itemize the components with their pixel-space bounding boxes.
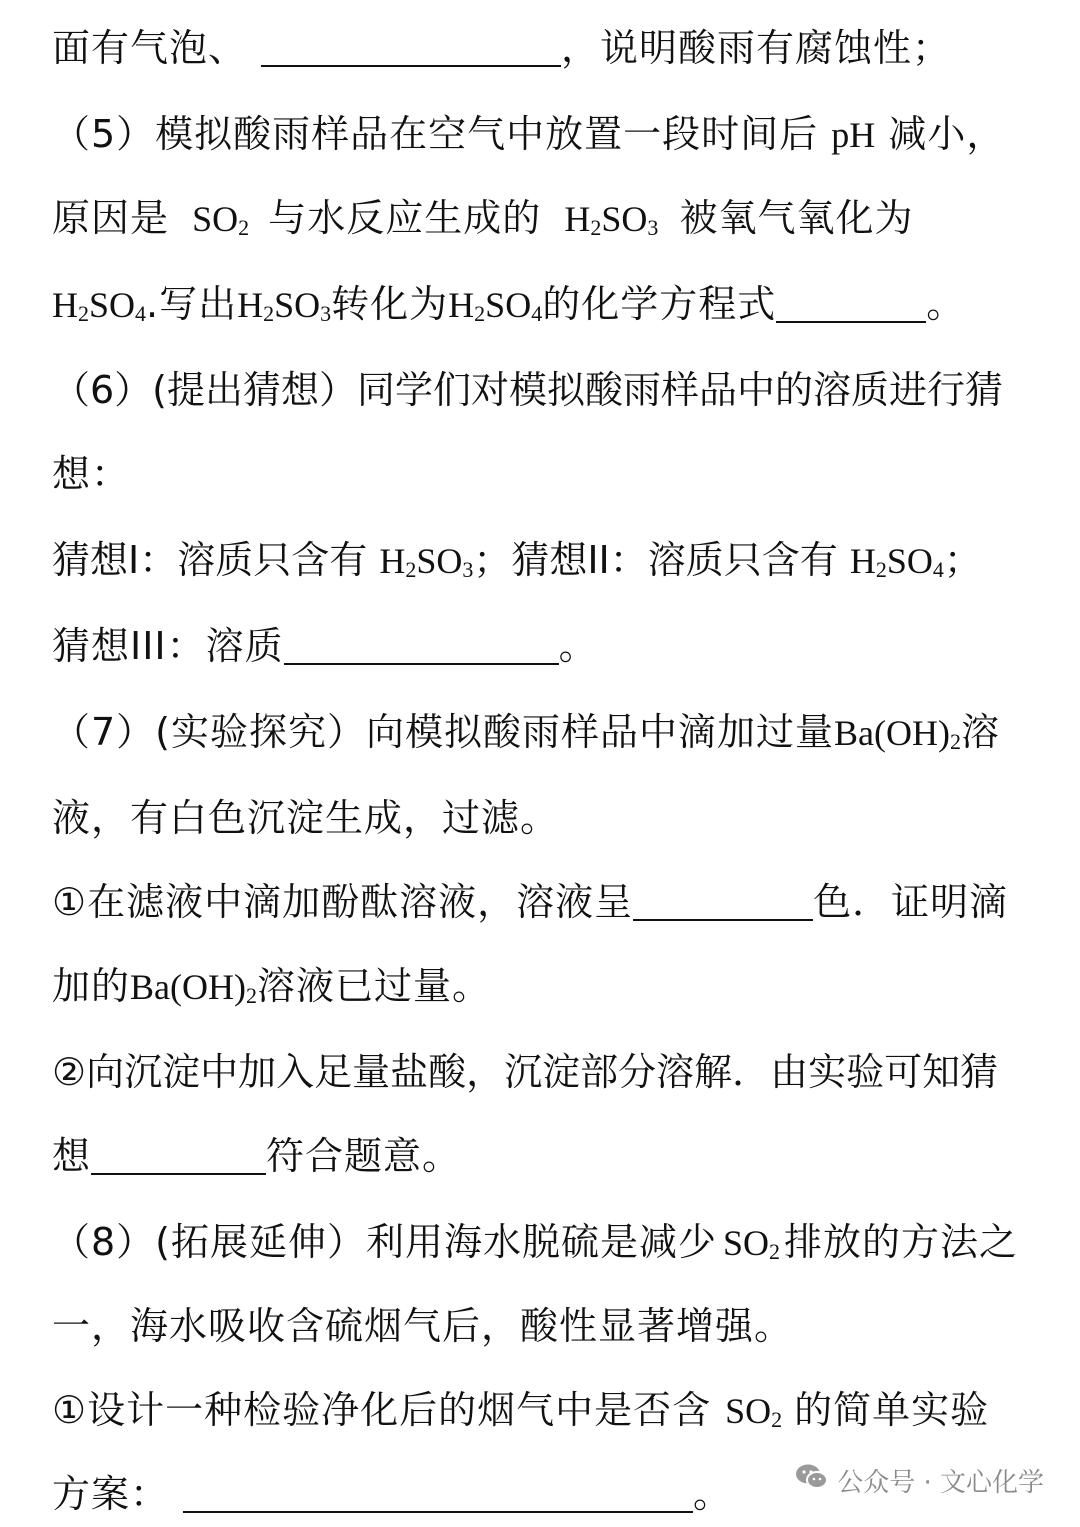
text-fragment: （8）(拓展延伸）利用海水脱硫是减少 [52, 1220, 718, 1264]
text-line [52, 280, 965, 338]
watermark-text: 公众号 · 文心化学 [837, 1468, 1044, 1498]
text-fragment: 色．证明滴 [813, 880, 1009, 924]
text-fragment: 转化为 [331, 282, 449, 326]
text-fragment: 想 [52, 1134, 92, 1178]
text-line [52, 194, 913, 252]
text-fragment: 猜想III：溶质 [52, 624, 284, 668]
chem-formula: $Ba(OH)_2$ [834, 713, 961, 754]
text-line [52, 536, 982, 594]
text-fragment: ①设计一种检验净化后的烟气中是否含 [52, 1388, 712, 1432]
watermark [795, 1462, 1044, 1499]
text-fragment: 猜想I：溶质只含有 [52, 538, 368, 582]
text-line [52, 1386, 989, 1444]
chem-formula: pH [831, 115, 876, 155]
text-fragment: 。 [926, 282, 966, 326]
text-fragment: 加的 [52, 964, 131, 1008]
chem-formula: $H_2SO_3$ [237, 285, 332, 326]
text-line [52, 24, 951, 72]
chem-formula: $H_2SO_3$ [379, 541, 474, 582]
chem-formula: $H_2SO_3$ [564, 199, 659, 240]
text-line [52, 962, 491, 1020]
text-line [52, 708, 1000, 766]
text-fragment: 排放的方法之 [784, 1220, 1019, 1264]
text-fragment: 。 [693, 1472, 733, 1516]
text-fragment: ；猜想II：溶质只含有 [473, 538, 838, 582]
chem-formula: $H_2SO_4$ [849, 541, 944, 582]
text-line [52, 1218, 1018, 1276]
text-fragment: 溶 [960, 710, 1000, 754]
answer-blank[interactable] [633, 879, 813, 921]
answer-blank[interactable] [183, 1471, 693, 1513]
text-line [52, 450, 130, 498]
text-fragment: ②向沉淀中加入足量盐酸，沉淀部分溶解．由实验可知猜 [52, 1050, 999, 1094]
text-fragment: 。 [558, 624, 598, 668]
chem-formula: $H_2SO_4$ [52, 285, 147, 326]
text-fragment: 的化学方程式 [542, 282, 777, 326]
text-fragment: 被氧气氧化为 [679, 196, 914, 240]
chem-formula: $SO_2$ [723, 1223, 781, 1264]
chem-formula: $SO_2$ [192, 199, 250, 240]
text-fragment: 原因是 [52, 196, 170, 240]
text-fragment: 液，有白色沉淀生成，过滤。 [52, 796, 560, 840]
wechat-icon [795, 1463, 829, 1498]
text-fragment: 的简单实验 [794, 1388, 990, 1432]
text-fragment: 符合题意。 [266, 1134, 462, 1178]
text-line [52, 878, 1008, 926]
answer-blank[interactable] [91, 1133, 266, 1175]
text-fragment: 面有气泡、 [52, 26, 248, 70]
text-line [52, 1302, 793, 1350]
text-fragment: ①在滤液中滴加酚酞溶液，溶液呈 [52, 880, 634, 924]
answer-blank[interactable] [261, 25, 561, 67]
text-fragment: 想： [52, 452, 131, 496]
text-fragment: （5）模拟酸雨样品在空气中放置一段时间后 [52, 112, 819, 156]
text-fragment: （6）(提出猜想）同学们对模拟酸雨样品中的溶质进行猜 [52, 368, 1004, 412]
chem-formula: $H_2SO_4$ [448, 285, 543, 326]
text-line [52, 1470, 732, 1518]
text-fragment: 与水反应生成的 [268, 196, 542, 240]
text-fragment: 方案： [52, 1472, 170, 1516]
text-line [52, 110, 1005, 159]
answer-blank[interactable] [284, 623, 559, 665]
text-line [52, 794, 559, 842]
text-line [52, 366, 1003, 414]
text-fragment: （7）(实验探究）向模拟酸雨样品中滴加过量 [52, 710, 835, 754]
text-fragment: ； [943, 538, 982, 582]
text-line [52, 1132, 461, 1180]
text-line [52, 1048, 998, 1096]
chem-formula: $Ba(OH)_2$ [130, 967, 257, 1008]
text-fragment: 减小， [888, 112, 1006, 156]
text-line [52, 622, 598, 670]
chem-formula: $SO_2$ [725, 1391, 783, 1432]
answer-blank[interactable] [776, 281, 926, 323]
text-fragment: 溶液已过量。 [256, 964, 491, 1008]
text-fragment: 一，海水吸收含硫烟气后，酸性显著增强。 [52, 1304, 794, 1348]
text-fragment: .写出 [146, 282, 238, 326]
text-fragment: ，说明酸雨有腐蚀性； [561, 26, 952, 70]
